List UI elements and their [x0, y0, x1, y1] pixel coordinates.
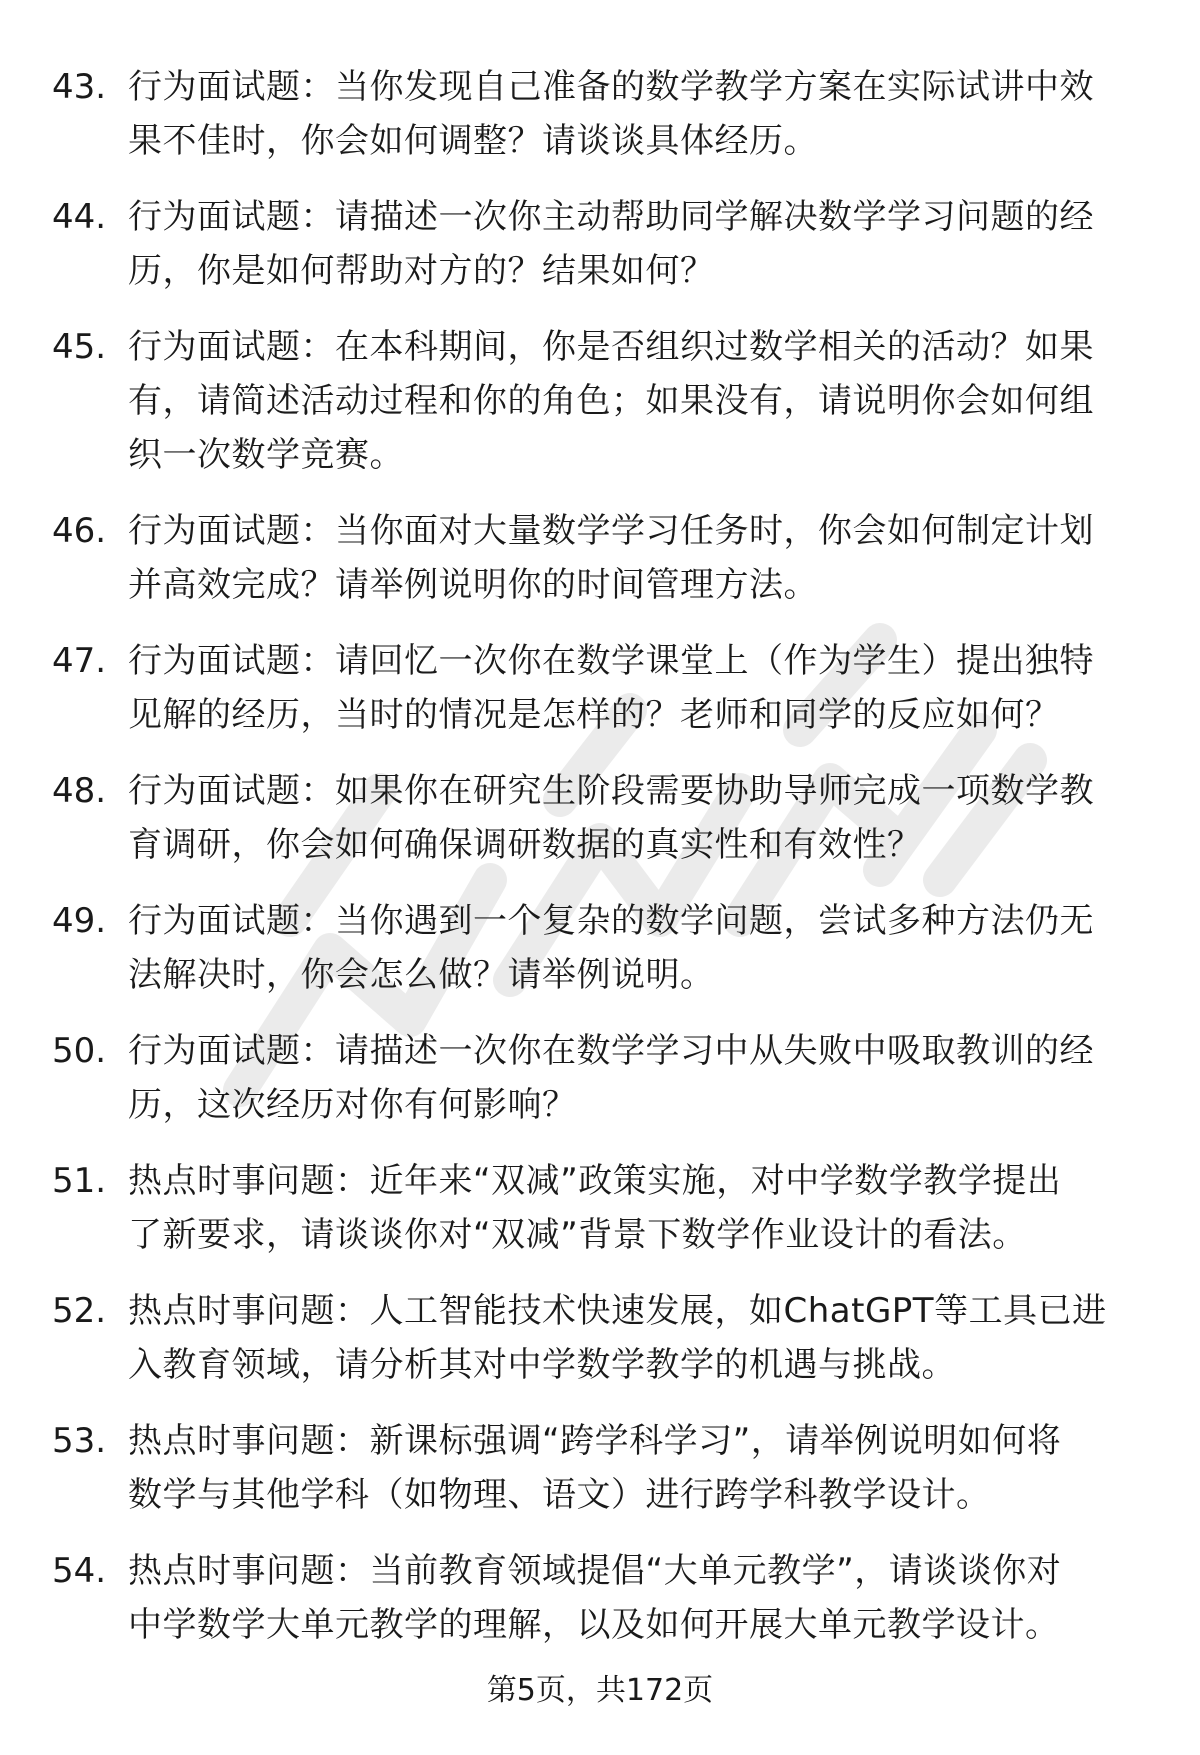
question-text — [128, 190, 1143, 298]
question-text-line: 育调研，你会如何确保调研数据的真实性和有效性？ — [128, 825, 922, 865]
question-number: 50. — [52, 1031, 107, 1071]
question-text-line: 行为面试题：在本科期间，你是否组织过数学相关的活动？如果 — [128, 327, 1094, 367]
question-number: 53. — [52, 1421, 107, 1461]
question-number: 46. — [52, 511, 107, 551]
question-item — [0, 190, 1200, 298]
question-text-line: 热点时事问题：当前教育领域提倡“大单元教学”，请谈谈你对 — [128, 1551, 1062, 1591]
question-text — [128, 1414, 1143, 1522]
question-text-line: 了新要求，请谈谈你对“双减”背景下数学作业设计的看法。 — [128, 1215, 1027, 1255]
question-number: 43. — [52, 67, 107, 107]
question-text-line: 行为面试题：当你发现自己准备的数学教学方案在实际试讲中效 — [128, 67, 1094, 107]
question-text-line: 果不佳时，你会如何调整？请谈谈具体经历。 — [128, 121, 818, 161]
question-text-line: 中学数学大单元教学的理解，以及如何开展大单元教学设计。 — [128, 1605, 1060, 1645]
question-number: 47. — [52, 641, 107, 681]
question-text — [128, 320, 1143, 482]
question-item — [0, 764, 1200, 872]
question-text-line: 织一次数学竞赛。 — [128, 435, 404, 475]
question-item — [0, 1544, 1200, 1652]
question-text-line: 数学与其他学科（如物理、语文）进行跨学科教学设计。 — [128, 1475, 991, 1515]
question-text-line: 热点时事问题：近年来“双减”政策实施，对中学数学教学提出 — [128, 1161, 1062, 1201]
question-number: 49. — [52, 901, 107, 941]
question-number: 48. — [52, 771, 107, 811]
question-text-line: 有，请简述活动过程和你的角色；如果没有，请说明你会如何组 — [128, 381, 1094, 421]
question-text-line: 历，这次经历对你有何影响？ — [128, 1085, 577, 1125]
question-item — [0, 60, 1200, 168]
question-item — [0, 1414, 1200, 1522]
question-text — [128, 1284, 1143, 1392]
question-text-line: 法解决时，你会怎么做？请举例说明。 — [128, 955, 715, 995]
question-text-line: 入教育领域，请分析其对中学数学教学的机遇与挑战。 — [128, 1345, 956, 1385]
question-text-line: 历，你是如何帮助对方的？结果如何？ — [128, 251, 715, 291]
question-item — [0, 634, 1200, 742]
question-text — [128, 1544, 1143, 1652]
question-text — [128, 1024, 1143, 1132]
question-text-line: 见解的经历，当时的情况是怎样的？老师和同学的反应如何？ — [128, 695, 1060, 735]
question-text-line: 并高效完成？请举例说明你的时间管理方法。 — [128, 565, 818, 605]
question-item — [0, 1284, 1200, 1392]
question-item — [0, 504, 1200, 612]
question-text-line: 行为面试题：如果你在研究生阶段需要协助导师完成一项数学教 — [128, 771, 1094, 811]
question-text — [128, 1154, 1143, 1262]
question-text-line: 行为面试题：请描述一次你在数学学习中从失败中吸取教训的经 — [128, 1031, 1094, 1071]
page-footer: 第5页，共172页 — [486, 1673, 714, 1708]
question-text — [128, 60, 1143, 168]
question-text — [128, 764, 1143, 872]
question-item — [0, 894, 1200, 1002]
question-text-line: 行为面试题：当你面对大量数学学习任务时，你会如何制定计划 — [128, 511, 1094, 551]
question-number: 54. — [52, 1551, 107, 1591]
question-text — [128, 894, 1143, 1002]
question-item — [0, 1024, 1200, 1132]
question-number: 51. — [52, 1161, 107, 1201]
question-item — [0, 320, 1200, 482]
question-text-line: 行为面试题：请描述一次你主动帮助同学解决数学学习问题的经 — [128, 197, 1094, 237]
question-number: 52. — [52, 1291, 107, 1331]
question-text — [128, 634, 1143, 742]
question-number: 44. — [52, 197, 107, 237]
question-text-line: 热点时事问题：新课标强调“跨学科学习”，请举例说明如何将 — [128, 1421, 1062, 1461]
question-text-line: 热点时事问题：人工智能技术快速发展，如ChatGPT等工具已进 — [128, 1291, 1107, 1331]
question-text-line: 行为面试题：请回忆一次你在数学课堂上（作为学生）提出独特 — [128, 641, 1094, 681]
question-text — [128, 504, 1143, 612]
question-item — [0, 1154, 1200, 1262]
question-text-line: 行为面试题：当你遇到一个复杂的数学问题，尝试多种方法仍无 — [128, 901, 1094, 941]
question-number: 45. — [52, 327, 107, 367]
